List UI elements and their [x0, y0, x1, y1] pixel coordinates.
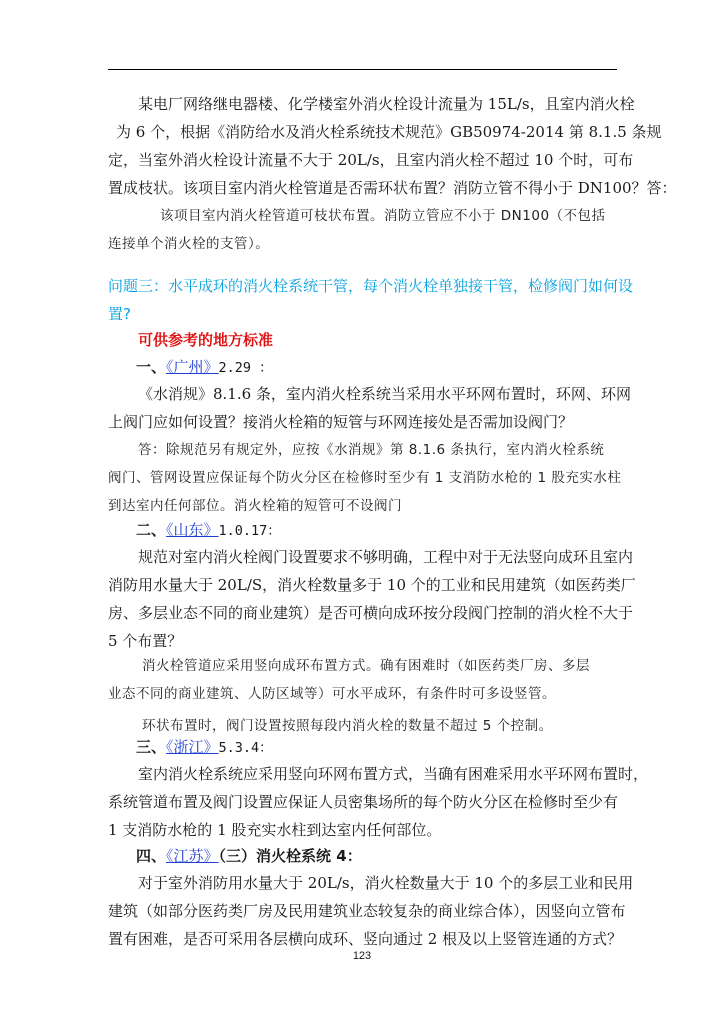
question-line: 置?	[108, 305, 131, 323]
jiangsu-link[interactable]: 《江苏》	[166, 847, 219, 865]
answer-line: 到达室内任何部位。消火栓箱的短管可不设阀门	[108, 498, 402, 514]
intro-line: 某电厂网络继电器楼、化学楼室外消火栓设计流量为 15L/s，且室内消火栓	[138, 95, 635, 113]
guangzhou-answer	[108, 436, 620, 520]
intro-line: 置成枝状。该项目室内消火栓管道是否需环状布置？消防立管不得小于 DN100？答：	[108, 179, 677, 197]
zhejiang-text	[108, 760, 649, 844]
clause-ref: 1.0.17：	[218, 523, 281, 539]
question-line: 问题三：水平成环的消火栓系统干管，每个消火栓单独接干管，检修阀门如何设	[108, 277, 634, 295]
text-line: 系统管道布置及阀门设置应保证人员密集场所的每个防火分区在检修时至少有	[108, 793, 619, 811]
question-line: 5 个布置？	[108, 632, 183, 650]
question-line: 上阀门应如何设置？接消火栓箱的短管与环网连接处是否需加设阀门？	[108, 413, 574, 431]
intro-answer	[108, 202, 620, 258]
text-line: 建筑（如部分医药类厂房及民用建筑业态较复杂的商业综合体），因竖向立管布	[108, 902, 626, 920]
section-prefix: 三、	[136, 738, 167, 756]
question-line: 《水消规》8.1.6 条，室内消火栓系统当采用水平环网布置时，环网、环网	[138, 385, 631, 403]
jiangsu-text	[108, 869, 634, 953]
text-line: 置有困难，是否可采用各层横向成环、竖向通过 2 根及以上竖管连通的方式？	[108, 930, 623, 948]
guangzhou-question	[108, 380, 631, 436]
text-line: 1 支消防水枪的 1 股充实水柱到达室内任何部位。	[108, 821, 442, 839]
page-number: 123	[352, 950, 372, 962]
text-line: 对于室外消防用水量大于 20L/s，消火栓数量大于 10 个的多层工业和民用	[138, 874, 634, 892]
jiangsu-heading	[108, 842, 648, 870]
question-line: 规范对室内消火栓阀门设置要求不够明确，工程中对于无法竖向成环且室内	[138, 548, 634, 566]
answer-line: 环状布置时，阀门设置按照每段内消火栓的数量不超过 5 个控制。	[142, 718, 553, 734]
clause-ref: （三）消火栓系统 4：	[218, 847, 362, 865]
question-three	[108, 272, 634, 328]
intro-line: 为 6 个，根据《消防给水及消火栓系统技术规范》GB50974-2014 第 8.1.5 条规	[116, 123, 662, 141]
clause-ref: 5.3.4：	[218, 740, 273, 756]
answer-line: 业态不同的商业建筑、人防区域等）可水平成环，有条件时可多设竖管。	[108, 686, 556, 702]
section-prefix: 四、	[136, 847, 167, 865]
answer-line: 答：除规范另有规定外，应按《水消规》第 8.1.6 条执行，室内消火栓系统	[138, 442, 605, 458]
question-line: 房、多层业态不同的商业建筑）是否可横向成环按分段阀门控制的消火栓不大于	[108, 604, 634, 622]
guangzhou-link[interactable]: 《广州》	[166, 358, 219, 376]
local-standards-heading: 可供参考的地方标准	[138, 331, 274, 349]
text-line: 室内消火栓系统应采用竖向环网布置方式，当确有困难采用水平环网布置时，	[138, 765, 649, 783]
header-rule	[108, 69, 617, 70]
shandong-link[interactable]: 《山东》	[166, 521, 219, 539]
zhejiang-link[interactable]: 《浙江》	[166, 738, 219, 756]
intro-line: 定，当室外消火栓设计流量不大于 20L/s，且室内消火栓不超过 10 个时，可布	[108, 151, 634, 169]
answer-line: 该项目室内消火栓管道可枝状布置。消防立管应不小于 DN100（不包括	[160, 208, 606, 224]
shandong-heading	[108, 516, 648, 545]
shandong-question	[108, 543, 636, 655]
answer-line: 消火栓管道应采用竖向成环布置方式。确有困难时（如医药类厂房、多层	[142, 658, 590, 674]
question-line: 消防用水量大于 20L/S，消火栓数量多于 10 个的工业和民用建筑（如医药类厂	[108, 576, 636, 594]
clause-ref: 2.29 ：	[218, 360, 273, 376]
answer-line: 连接单个消火栓的支管）。	[108, 236, 270, 252]
answer-line: 阀门、管网设置应保证每个防火分区在检修时至少有 1 支消防水枪的 1 股充实水柱	[108, 470, 622, 486]
intro-paragraph	[108, 90, 677, 202]
zhejiang-heading	[108, 733, 648, 762]
section-prefix: 二、	[136, 521, 167, 539]
shandong-answer	[108, 652, 620, 740]
section-prefix: 一、	[136, 358, 167, 376]
guangzhou-heading	[108, 353, 648, 382]
